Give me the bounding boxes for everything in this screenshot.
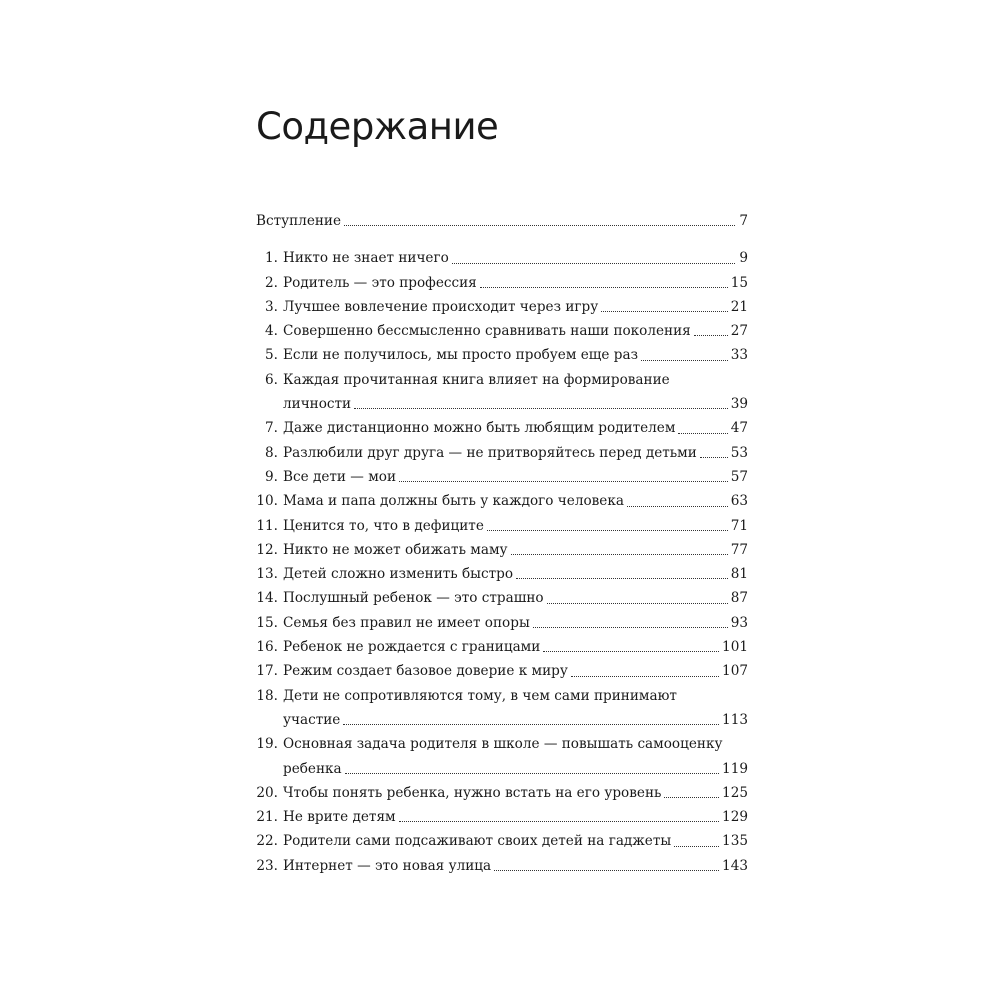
leader-dots: [487, 529, 728, 531]
toc-chapter-number: 23.: [256, 857, 278, 874]
toc-entry-title: Детей сложно изменить быстро: [283, 566, 514, 583]
leader-dots: [678, 432, 727, 434]
toc-entry-title: Мама и папа должны быть у каждого человека: [283, 493, 624, 510]
toc-chapter-number: 17.: [256, 663, 278, 680]
toc-page-number: 107: [722, 663, 748, 680]
toc-entry: [256, 416, 748, 440]
leader-dots: [571, 675, 719, 677]
toc-entry: [256, 343, 748, 367]
toc-chapter-number: 5.: [265, 347, 278, 364]
toc-page-number: 113: [722, 711, 748, 728]
toc-entry-title: Родители сами подсаживают своих детей на гаджеты: [283, 833, 672, 850]
toc-page-number: 77: [730, 541, 748, 558]
toc-chapter-number: 18.: [256, 687, 278, 704]
leader-dots: [354, 407, 728, 409]
toc-chapter-number: 11.: [256, 517, 278, 534]
toc-chapter-number: 4.: [265, 323, 278, 340]
toc-entry: [256, 854, 748, 878]
toc-entry: [256, 635, 748, 659]
toc-page-number: 93: [730, 614, 748, 631]
toc-chapter-number: 9.: [265, 468, 278, 485]
toc-entry-title: Чтобы понять ребенка, нужно встать на его уровень: [283, 784, 662, 801]
leader-dots: [627, 505, 728, 507]
toc-entry: [256, 368, 748, 417]
toc-entry-title: Послушный ребенок — это страшно: [283, 590, 544, 607]
toc-entry-title: Ценится то, что в дефиците: [283, 517, 484, 534]
toc-page-number: 135: [722, 833, 748, 850]
toc-page-number: 87: [730, 590, 748, 607]
toc-chapter-number: 8.: [265, 444, 278, 461]
leader-dots: [533, 626, 728, 628]
toc-entry-title: Разлюбили друг друга — не притворяйтесь перед детьми: [283, 444, 697, 461]
leader-dots: [700, 456, 728, 458]
toc-entry-title: Основная задача родителя в школе — повышать самооценку: [283, 736, 723, 753]
toc-entry: [256, 562, 748, 586]
toc-entry: [256, 489, 748, 513]
toc-entry: [256, 295, 748, 319]
toc-page-number: 125: [722, 784, 748, 801]
chapter-list: [256, 246, 748, 878]
toc-chapter-number: 21.: [256, 809, 278, 826]
toc-page-number: 47: [730, 420, 748, 437]
toc-chapter-number: 1.: [265, 250, 278, 267]
toc-entry-title: Родитель — это профессия: [283, 274, 477, 291]
toc-entry: [256, 441, 748, 465]
toc-page-number: 129: [722, 809, 748, 826]
toc-page-number: 53: [730, 444, 748, 461]
toc-page-number: 9: [739, 250, 748, 267]
toc-entry-title: Не врите детям: [283, 809, 396, 826]
toc-page-number: 101: [722, 639, 748, 656]
toc-chapter-number: 22.: [256, 833, 278, 850]
toc-chapter-number: 2.: [265, 274, 278, 291]
toc-entry: [256, 538, 748, 562]
toc-page-number: 63: [730, 493, 748, 510]
leader-dots: [344, 224, 735, 226]
toc-chapter-number: 20.: [256, 784, 278, 801]
leader-dots: [399, 480, 728, 482]
toc-entry: [256, 659, 748, 683]
toc-entry-title: Лучшее вовлечение происходит через игру: [283, 298, 599, 315]
toc-entry-title: Каждая прочитанная книга влияет на формирование: [283, 371, 670, 388]
toc-page-number: 119: [722, 760, 748, 777]
toc-entry-title: Совершенно бессмысленно сравнивать наши поколения: [283, 323, 691, 340]
leader-dots: [494, 869, 719, 871]
leader-dots: [601, 310, 727, 312]
toc-chapter-number: 13.: [256, 566, 278, 583]
toc-entry: [256, 805, 748, 829]
toc-page-number: 21: [730, 298, 748, 315]
toc-chapter-number: 12.: [256, 541, 278, 558]
toc-entry-title: ребенка: [283, 760, 342, 777]
toc-entry-title: Если не получилось, мы просто пробуем еще раз: [283, 347, 639, 364]
leader-dots: [343, 723, 719, 725]
toc-entry: [256, 829, 748, 853]
toc-page-number: 39: [730, 396, 748, 413]
toc-page-number: 15: [730, 274, 748, 291]
toc-entry-title: участие: [283, 711, 341, 728]
toc-entry: [256, 246, 748, 270]
toc-entry: [256, 319, 748, 343]
toc-entry-title: личности: [283, 396, 352, 413]
toc-entry: [256, 271, 748, 295]
toc-entry: [256, 684, 748, 733]
toc-entry-title: Ребенок не рождается с границами: [283, 639, 541, 656]
toc-entry-title: Интернет — это новая улица: [283, 857, 492, 874]
toc-entry: [256, 732, 748, 781]
toc-entry-title: Дети не сопротивляются тому, в чем сами принимают: [283, 687, 677, 704]
leader-dots: [674, 845, 719, 847]
toc-page-number: 7: [739, 213, 748, 229]
toc-entry-title: Вступление: [256, 213, 342, 229]
toc-entry: [256, 611, 748, 635]
toc-entry: [256, 586, 748, 610]
page-title: Содержание: [256, 105, 499, 148]
leader-dots: [547, 602, 728, 604]
toc-chapter-number: 15.: [256, 614, 278, 631]
toc-entry-title: Никто не знает ничего: [283, 250, 449, 267]
leader-dots: [516, 577, 728, 579]
leader-dots: [694, 334, 728, 336]
leader-dots: [543, 650, 719, 652]
toc-chapter-number: 14.: [256, 590, 278, 607]
toc-page-number: 71: [730, 517, 748, 534]
toc-page-number: 33: [730, 347, 748, 364]
toc-chapter-number: 6.: [265, 371, 278, 388]
leader-dots: [345, 772, 719, 774]
leader-dots: [641, 359, 728, 361]
toc-chapter-number: 16.: [256, 639, 278, 656]
toc-chapter-number: 19.: [256, 736, 278, 753]
toc-page-number: 57: [730, 468, 748, 485]
toc-entry: [256, 465, 748, 489]
toc-page-number: 143: [722, 857, 748, 874]
leader-dots: [511, 553, 728, 555]
toc-entry: [256, 514, 748, 538]
toc-entry-title: Режим создает базовое доверие к миру: [283, 663, 568, 680]
leader-dots: [452, 262, 735, 264]
toc-page-number: 27: [730, 323, 748, 340]
toc-page-number: 81: [730, 566, 748, 583]
toc-entry-title: Семья без правил не имеет опоры: [283, 614, 530, 631]
leader-dots: [664, 796, 719, 798]
toc-entry-title: Никто не может обижать маму: [283, 541, 508, 558]
toc-chapter-number: 7.: [265, 420, 278, 437]
toc-entry-title: Даже дистанционно можно быть любящим родителем: [283, 420, 676, 437]
table-of-contents: [256, 209, 748, 878]
toc-entry: [256, 781, 748, 805]
toc-chapter-number: 3.: [265, 298, 278, 315]
toc-entry-intro: [256, 209, 748, 233]
leader-dots: [480, 286, 728, 288]
leader-dots: [399, 820, 719, 822]
toc-entry-title: Все дети — мои: [283, 468, 397, 485]
toc-chapter-number: 10.: [256, 493, 278, 510]
